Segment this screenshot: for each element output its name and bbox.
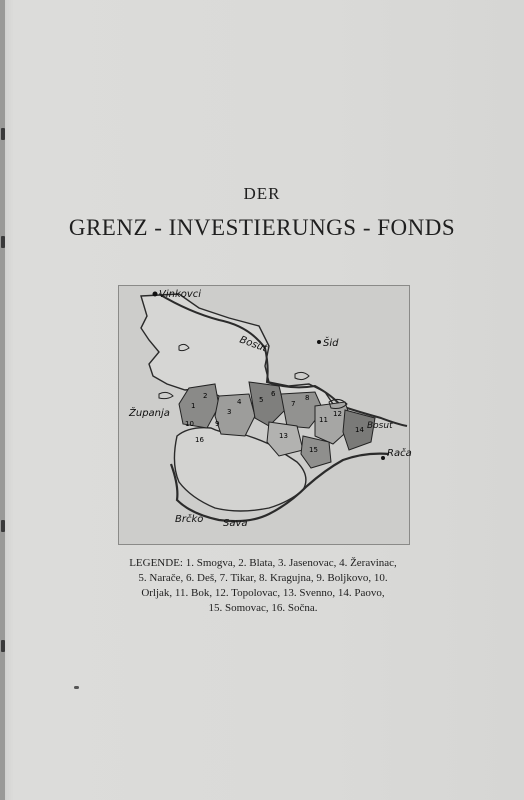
binding-stitch — [1, 640, 5, 652]
label-bosut-river: Bosut — [367, 421, 393, 431]
label-sid: Šid — [323, 338, 339, 349]
district-number: 6 — [271, 390, 276, 398]
district-number: 4 — [237, 398, 242, 406]
district-number: 2 — [203, 392, 208, 400]
hand-drawn-map — [119, 286, 412, 544]
district-number: 13 — [279, 432, 288, 440]
label-brcko: Brčko — [175, 514, 204, 525]
map-illustration — [118, 285, 410, 545]
legend-line: LEGENDE: 1. Smogva, 2. Blata, 3. Jasenovac, 4. Žeravinac, — [129, 557, 397, 569]
district-number: 3 — [227, 408, 232, 416]
ink-speck — [74, 686, 79, 689]
map-legend — [113, 556, 413, 616]
title-line-1: DER — [243, 184, 281, 203]
label-zupanja: Županja — [129, 408, 170, 419]
label-bosut: Bosut — [237, 334, 269, 355]
legend-line: Orljak, 11. Bok, 12. Topolovac, 13. Svenno, 14. Paovo, — [141, 587, 385, 599]
district-number: 12 — [333, 410, 342, 418]
label-vinkovci: Vinkovci — [159, 289, 202, 300]
district-number: 15 — [309, 446, 318, 454]
label-sava: Sava — [223, 518, 248, 529]
district-number: 14 — [355, 426, 364, 434]
district-number: 16 — [195, 436, 204, 444]
district-number: 7 — [291, 400, 296, 408]
district-number: 5 — [259, 396, 264, 404]
district-number: 8 — [305, 394, 310, 402]
legend-line: 15. Somovac, 16. Sočna. — [208, 602, 318, 614]
binding-edge — [0, 0, 5, 800]
label-raca: Rača — [387, 448, 412, 459]
district-number: 11 — [319, 416, 328, 424]
binding-stitch — [1, 128, 5, 140]
title-line-2: GRENZ - INVESTIERUNGS - FONDS — [68, 215, 456, 240]
binding-stitch — [1, 520, 5, 532]
district-number: 1 — [191, 402, 196, 410]
district-number: 10 — [185, 420, 194, 428]
district-number: 9 — [215, 420, 220, 428]
legend-line: 5. Narače, 6. Deš, 7. Tikar, 8. Kragujna, 9. Boljkovo, 10. — [138, 572, 388, 584]
